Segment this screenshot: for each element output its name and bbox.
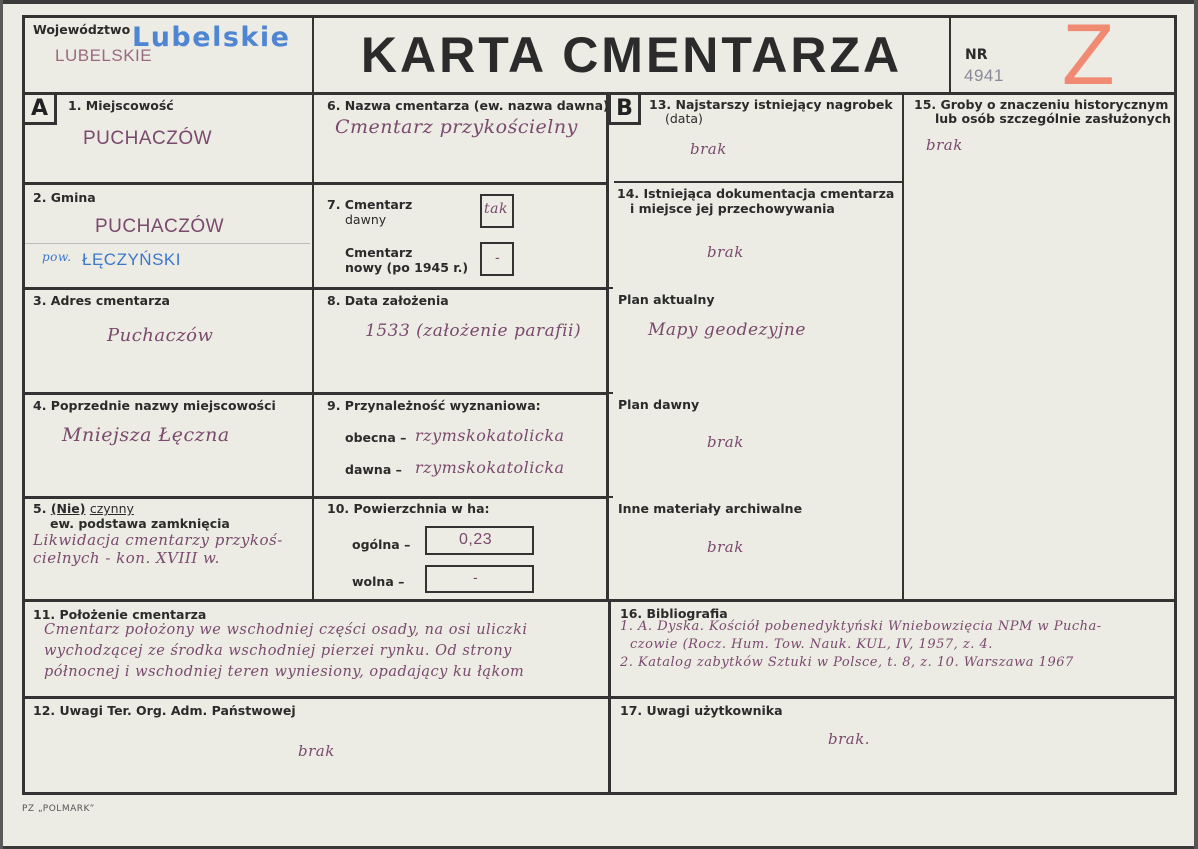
field-6-value: Cmentarz przykościelny [335,116,578,138]
inne-materialy-value: brak [707,538,744,556]
row-divider-13-14 [614,181,903,183]
field-16-line3: 2. Katalog zabytków Sztuki w Polsce, t. 8, z. 10. Warszawa 1967 [620,655,1074,670]
section-b-marker: B [609,95,641,125]
row-divider-5 [22,599,1177,602]
field-8-value: 1533 (założenie parafii) [365,321,582,341]
field-16-line2: czowie (Rocz. Hum. Tow. Nauk. KUL, IV, 1957, z. 4. [630,637,993,652]
row-tick-1 [607,287,613,289]
page-title: KARTA CMENTARZA [360,27,903,83]
plan-dawny-label: Plan dawny [618,397,700,412]
plan-dawny-value: brak [707,433,744,451]
field-7-nowy-label2: nowy (po 1945 r.) [345,260,469,275]
field-14-label1: 14. Istniejąca dokumentacja cmentarza [617,186,895,201]
plan-aktualny-value: Mapy geodezyjne [648,320,806,340]
field-9-label: 9. Przynależność wyznaniowa: [327,398,541,413]
field-1-label: 1. Miejscowość [68,98,174,113]
field-4-label: 4. Poprzednie nazwy miejscowości [33,398,276,413]
field-2-value: PUCHACZÓW [95,216,225,237]
field-7-nowy-value: - [495,250,501,266]
field-10-wolna-value: - [473,570,479,586]
field-7-dawny-box[interactable] [480,194,514,228]
row-divider-6 [22,696,1177,699]
voivodeship-handwritten: LUBELSKIE [55,46,153,65]
col-divider-2 [606,93,609,600]
field-7-dawny-value: tak [484,201,508,217]
nr-value: 4941 [964,66,1004,85]
field-11-label: 11. Położenie cmentarza [33,607,207,622]
field-2-label: 2. Gmina [33,190,96,205]
col-divider-1 [312,93,314,600]
row-tick-2 [607,392,613,394]
field-9-obecna-label: obecna – [345,430,407,445]
printer-imprint: PZ „POLMARK” [22,804,95,814]
field-10-ogolna-value: 0,23 [459,531,493,548]
voivodeship-stamp: Lubelskie [132,22,291,53]
field-14-value: brak [707,243,744,261]
field-7-label: 7. Cmentarz [327,197,413,212]
powiat-prefix: pow. [42,250,72,264]
field-14-label2: i miejsce jej przechowywania [630,201,835,216]
field-15-label2: lub osób szczególnie zasłużonych [935,111,1172,126]
row-divider-1 [22,182,608,185]
field-3-value: Puchaczów [107,325,214,346]
col-divider-3 [902,93,904,600]
voivodeship-label: Województwo [33,22,131,37]
field-13-value: brak [690,140,727,158]
field-13-label2: (data) [665,111,703,126]
row-divider-4 [22,496,608,499]
field-8-label: 8. Data założenia [327,293,449,308]
scan-edge-top [0,0,1198,4]
field-13-label1: 13. Najstarszy istniejący nagrobek [649,97,893,112]
field-6-label: 6. Nazwa cmentarza (ew. nazwa dawna) [327,98,609,113]
field-9-obecna-value: rzymskokatolicka [415,426,565,445]
inne-materialy-label: Inne materiały archiwalne [618,501,803,516]
field-15-value: brak [926,136,963,154]
field-7-nowy-box[interactable] [480,242,514,276]
field-11-line3: północnej i wschodniej teren wyniesiony, opadający ku łąkom [44,664,525,680]
field-4-value: Mniejsza Łęczna [62,424,230,446]
field-12-value: brak [298,742,335,760]
field-11-line1: Cmentarz położony we wschodniej części osady, na osi uliczki [44,622,528,638]
field-16-label: 16. Bibliografia [620,606,728,621]
row-divider-2 [22,287,608,290]
row-tick-3 [607,496,613,498]
field-5-value-line2: cielnych - kon. XVIII w. [33,549,220,567]
field-11-line2: wychodzącej ze środka wschodniej pierzei rynku. Od strony [44,643,512,659]
field-5-sublabel: ew. podstawa zamknięcia [50,516,230,531]
category-mark: Z [1062,7,1115,103]
field-5-label [33,501,134,516]
nr-label: NR [965,47,988,63]
field-5-czynny: czynny [89,501,134,516]
plan-aktualny-label: Plan aktualny [618,292,715,307]
field-3-label: 3. Adres cmentarza [33,293,170,308]
scan-edge-left [0,0,3,849]
field-10-ogolna-box[interactable] [425,526,534,555]
powiat-value: ŁĘCZYŃSKI [82,250,181,269]
field-9-dawna-label: dawna – [345,462,402,477]
field-17-value: brak. [828,730,871,748]
field-2-separator [25,243,310,244]
field-5-value-line1: Likwidacja cmentarzy przykoś- [33,531,283,549]
field-7-nowy-label1: Cmentarz [345,245,413,260]
field-12-label: 12. Uwagi Ter. Org. Adm. Państwowej [33,703,296,718]
row-divider-3 [22,392,608,395]
scan-edge-right [1194,0,1198,849]
field-9-dawna-value: rzymskokatolicka [415,458,565,477]
field-10-wolna-label: wolna – [352,574,405,589]
field-17-label: 17. Uwagi użytkownika [620,703,783,718]
field-10-label: 10. Powierzchnia w ha: [327,501,490,516]
field-10-ogolna-label: ogólna – [352,537,411,552]
field-10-wolna-box[interactable] [425,565,534,593]
field-7-dawny-label: dawny [345,212,387,227]
field-5-nie: (Nie) [50,501,86,516]
field-15-label1: 15. Groby o znaczeniu historycznym [914,97,1169,112]
section-a-marker: A [25,95,57,125]
field-16-line1: 1. A. Dyska. Kościół pobenedyktyński Wniebowzięcia NPM w Pucha- [620,619,1102,634]
field-5-number: 5. [33,501,47,516]
field-1-value: PUCHACZÓW [83,128,213,149]
